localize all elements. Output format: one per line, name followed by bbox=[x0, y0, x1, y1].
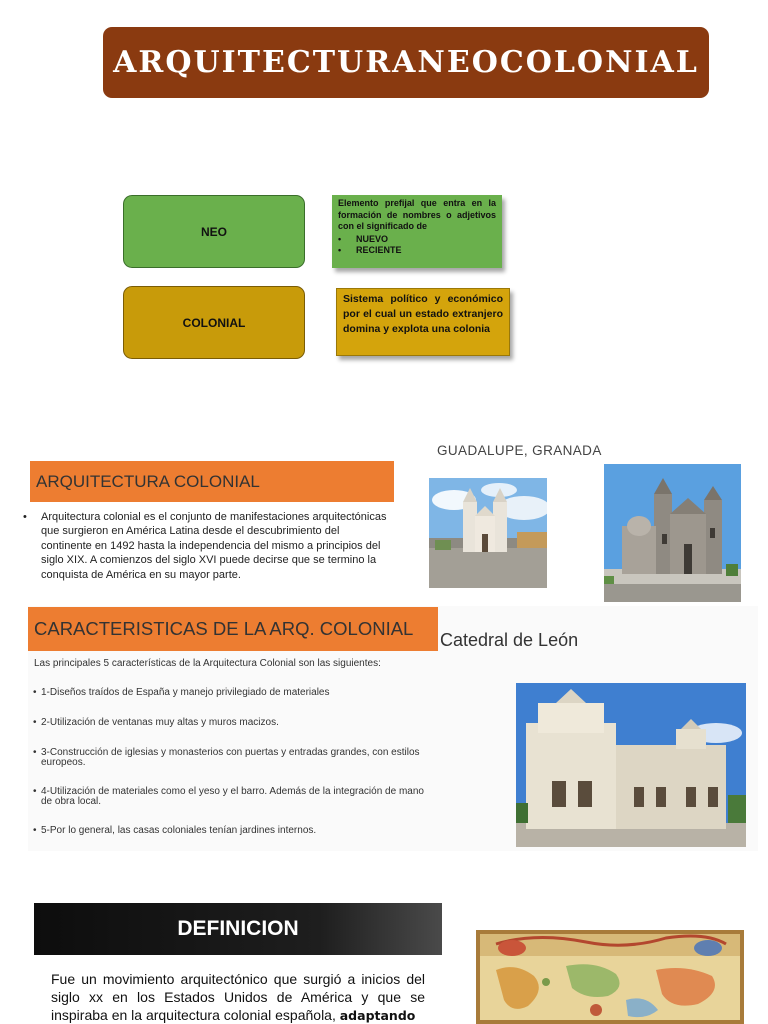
leon-caption: Catedral de León bbox=[440, 630, 579, 650]
bullet-icon: • bbox=[23, 511, 27, 523]
neo-bullet-item: • NUEVO bbox=[338, 234, 496, 246]
list-item: • 2-Utilización de ventanas muy altas y muros macizos. bbox=[34, 718, 434, 728]
page-title: ARQUITECTURANEOCOLONIAL bbox=[103, 27, 709, 98]
neo-bullet-item: • RECIENTE bbox=[338, 245, 496, 257]
neo-label: NEO bbox=[200, 224, 227, 239]
colonial-definition-box: Sistema político y económico por el cual un estado extranjero domina y explota una colonia bbox=[336, 288, 510, 356]
definicion-paragraph: Fue un movimiento arquitectónico que surgió a inicios del siglo xx en los Estados Unidos de América y que se inspiraba en la arquitectura colonial española, bbox=[51, 971, 425, 1023]
list-item: • 4-Utilización de materiales como el yeso y el barro. Además de la integración de mano de obra local. bbox=[34, 787, 434, 807]
neo-term-box bbox=[123, 195, 305, 268]
list-item: • 1-Diseños traídos de España y manejo privilegiado de materiales bbox=[34, 688, 434, 698]
arquitectura-colonial-text bbox=[23, 510, 392, 582]
list-item: • 5-Por lo general, las casas coloniales tenían jardines internos. bbox=[34, 826, 434, 836]
arquitectura-colonial-heading: ARQUITECTURA COLONIAL bbox=[30, 461, 394, 502]
neo-definition-text: Elemento prefijal que entra en la formación de nombres o adjetivos con el significado de bbox=[338, 198, 496, 231]
caracteristicas-heading: CARACTERISTICAS DE LA ARQ. COLONIAL bbox=[28, 607, 438, 651]
guadalupe-church-photo bbox=[429, 478, 547, 588]
definicion-heading: DEFINICION bbox=[34, 903, 442, 955]
leon-cathedral-photo bbox=[516, 683, 746, 847]
granada-cathedral-photo bbox=[604, 464, 741, 602]
colonial-term-box bbox=[123, 286, 305, 359]
colonial-label: COLONIAL bbox=[182, 315, 246, 330]
antique-map-image bbox=[476, 930, 744, 1024]
caracteristicas-intro: Las principales 5 características de la Arquitectura Colonial son las siguientes: bbox=[34, 658, 381, 669]
arquitectura-colonial-paragraph: Arquitectura colonial es el conjunto de manifestaciones arquitectónicas que surgieron en América Latina desde el descubrimiento del continente en 1492 hasta la independencia del mismo a principios del siglo XIX. A comienzos del siglo XVI puede decirse que se termino la conquista de América en su mayor parte. bbox=[41, 511, 387, 581]
neo-definition-box bbox=[332, 195, 502, 268]
definicion-bold-word: adaptando bbox=[339, 1008, 416, 1023]
neo-bullet-list bbox=[338, 234, 496, 257]
guadalupe-caption: GUADALUPE, GRANADA bbox=[437, 443, 602, 458]
definicion-text bbox=[51, 970, 425, 1024]
list-item: • 3-Construcción de iglesias y monasterios con puertas y entradas grandes, con estilos europeos. bbox=[34, 748, 434, 768]
